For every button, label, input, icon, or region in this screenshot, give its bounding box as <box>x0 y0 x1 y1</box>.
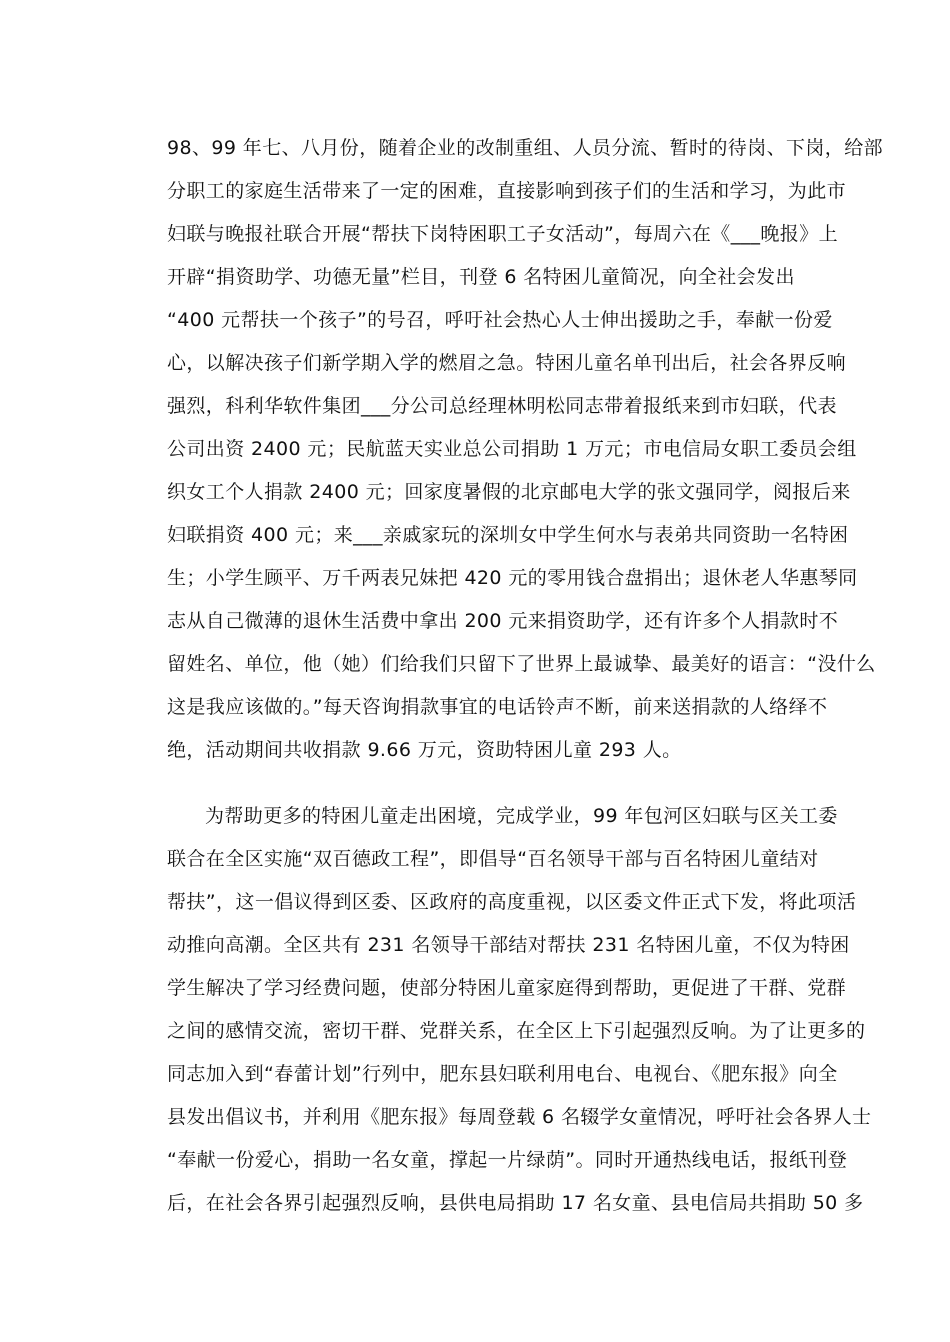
paragraph-1-line: 妇联与晚报社联合开展“帮扶下岗特困职工子女活动”，每周六在《___晚报》上 <box>167 223 838 245</box>
paragraph-1-line: 绝，活动期间共收捐款 9.66 万元，资助特困儿童 293 人。 <box>167 739 682 761</box>
paragraph-2-line: 后，在社会各界引起强烈反响，县供电局捐助 17 名女童、县电信局共捐助 50 多 <box>167 1192 864 1214</box>
paragraph-1-line: 心，以解决孩子们新学期入学的燃眉之急。特困儿童名单刊出后，社会各界反响 <box>167 352 847 374</box>
paragraph-1-line: 分职工的家庭生活带来了一定的困难，直接影响到孩子们的生活和学习，为此市 <box>167 180 847 202</box>
paragraph-1-line: 公司出资 2400 元；民航蓝天实业总公司捐助 1 万元；市电信局女职工委员会组 <box>167 438 857 460</box>
paragraph-1-line: 开辟“捐资助学、功德无量”栏目，刊登 6 名特困儿童简况，向全社会发出 <box>167 266 795 288</box>
paragraph-2-line: “奉献一份爱心，捐助一名女童，撑起一片绿荫”。同时开通热线电话，报纸刊登 <box>167 1149 848 1171</box>
paragraph-1-line: 织女工个人捐款 2400 元；回家度暑假的北京邮电大学的张文强同学，阅报后来 <box>167 481 851 503</box>
paragraph-2-line: 帮扶”，这一倡议得到区委、区政府的高度重视，以区委文件正式下发，将此项活 <box>167 891 857 913</box>
paragraph-1-line: “400 元帮扶一个孩子”的号召，呼吁社会热心人士伸出援助之手，奉献一份爱 <box>167 309 833 331</box>
paragraph-2-line: 动推向高潮。全区共有 231 名领导干部结对帮扶 231 名特困儿童，不仅为特困 <box>167 934 850 956</box>
paragraph-1-line: 生；小学生顾平、万千两表兄妹把 420 元的零用钱合盘捐出；退休老人华惠琴同 <box>167 567 858 589</box>
paragraph-2-line: 同志加入到“春蕾计划”行列中，肥东县妇联利用电台、电视台、《肥东报》向全 <box>167 1063 838 1085</box>
paragraph-1-line: 留姓名、单位，他（她）们给我们只留下了世界上最诚挚、最美好的语言：“没什么 <box>167 653 876 675</box>
paragraph-1-line: 这是我应该做的。”每天咨询捐款事宜的电话铃声不断，前来送捐款的人络绎不 <box>167 696 828 718</box>
paragraph-1-line: 98、99 年七、八月份，随着企业的改制重组、人员分流、暂时的待岗、下岗，给部 <box>167 137 883 159</box>
paragraph-2-line: 之间的感情交流，密切干群、党群关系，在全区上下引起强烈反响。为了让更多的 <box>167 1020 866 1042</box>
paragraph-2-line: 为帮助更多的特困儿童走出困境，完成学业，99 年包河区妇联与区关工委 <box>205 805 838 827</box>
paragraph-1-line: 妇联捐资 400 元；来___亲戚家玩的深圳女中学生何水与表弟共同资助一名特困 <box>167 524 849 546</box>
paragraph-2-line: 县发出倡议书，并利用《肥东报》每周登载 6 名辍学女童情况，呼吁社会各界人士 <box>167 1106 872 1128</box>
paragraph-1-line: 志从自己微薄的退休生活费中拿出 200 元来捐资助学，还有许多个人捐款时不 <box>167 610 839 632</box>
paragraph-1-line: 强烈，科利华软件集团___分公司总经理林明松同志带着报纸来到市妇联，代表 <box>167 395 837 417</box>
paragraph-2-line: 联合在全区实施“双百德政工程”，即倡导“百名领导干部与百名特困儿童结对 <box>167 848 819 870</box>
paragraph-2-line: 学生解决了学习经费问题，使部分特困儿童家庭得到帮助，更促进了干群、党群 <box>167 977 847 999</box>
